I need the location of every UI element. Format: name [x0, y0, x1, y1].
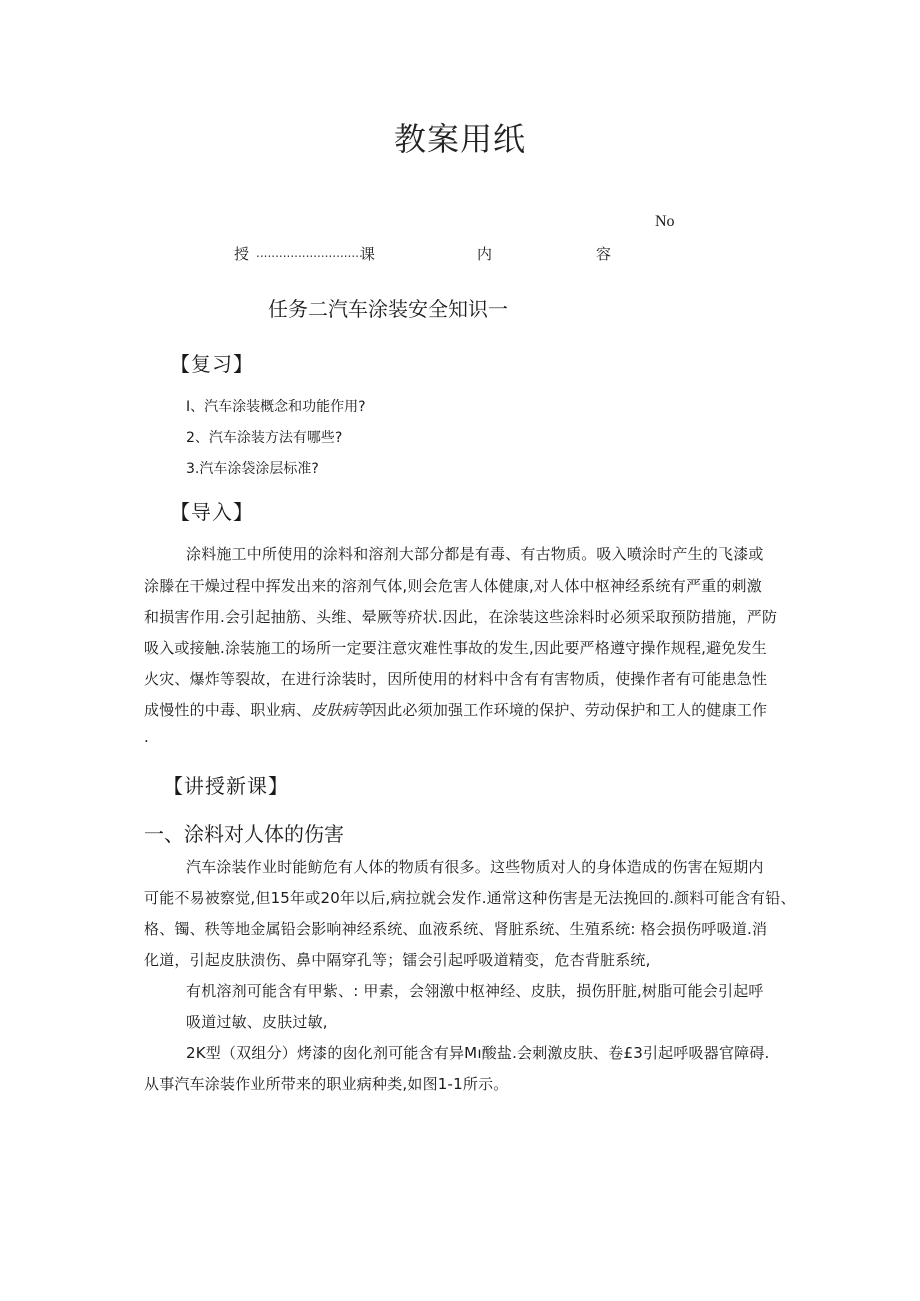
intro-line: 和损害作用.会引起抽筋、头维、晕厥等疥状.因此，在涂装这些涂料时必须采取预防措施，严防 — [144, 608, 778, 626]
body-line: 吸道过敏、皮肤过敏, — [186, 1013, 328, 1031]
intro-line: 涂料施工中所使用的涂料和溶剂大部分都是有毒、有古物质。吸入喷涂时产生的飞漆或 — [186, 545, 764, 563]
intro-line-prefix: 成慢性的中毒、职业病、 — [144, 701, 312, 719]
review-heading: 【复习】 — [170, 352, 254, 376]
body-line: 2K型（双组分）烤漆的囱化剂可能含有异Mı酸盐.会刺激皮肤、卷£3引起呼吸器官障碍. — [186, 1044, 770, 1062]
header-col-content-2: 容 — [596, 245, 612, 263]
intro-line: 火灾、爆炸等裂故，在进行涂装时，因所使用的材料中含有有害物质，使操作者有可能患急性 — [144, 670, 768, 688]
document-title: 教案用纸 — [393, 120, 526, 158]
page-number-label: No — [655, 213, 675, 230]
section-title: 一、涂料对人体的伤害 — [144, 822, 344, 846]
intro-heading: 【导入】 — [170, 500, 254, 524]
intro-line: . — [144, 728, 149, 746]
review-item: 2、汽车涂装方法有哪些? — [186, 430, 343, 446]
intro-line-italic: 皮肤病等 — [311, 701, 373, 719]
header-dots: ............................ — [256, 246, 363, 260]
review-item: 3.汽车涂袋涂层标准? — [186, 461, 319, 477]
body-line: 有机溶剂可能含有甲紫、: 甲素，会翎激中枢神经、皮肤，损伤肝脏,树脂可能会引起呼 — [186, 982, 764, 1000]
body-line: 可能不易被察觉,但15年或20年以后,病拉就会发作.通常这种伤害是无法挽回的.颜料可能含有铅、 — [144, 889, 796, 907]
header-col-teach: 授 — [234, 245, 250, 263]
body-line: 从事汽车涂装作业所带来的职业病种类,如图1-1所示。 — [144, 1075, 509, 1093]
intro-line: 涂滕在干燥过程中挥发出来的溶剂气体,则会危害人体健康,对人体中枢神经系统有严重的刺激 — [144, 577, 762, 595]
intro-line — [144, 699, 767, 720]
body-line: 化道，引起皮肤溃伤、鼻中隔穿孔等；镭会引起呼吸道精变，危杏背脏系统, — [144, 951, 651, 969]
new-lesson-heading: 【讲授新课】 — [163, 774, 289, 798]
body-line: 格、镯、秩等地金属铅会影响神经系统、血液系统、肾脏系统、生殖系统: 格会损伤呼吸道.消 — [144, 920, 768, 938]
review-item: I、汽车涂装概念和功能作用? — [186, 399, 366, 415]
header-col-content-1: 内 — [477, 245, 493, 263]
intro-line-suffix: 因此必须加强工作环境的保护、劳动保护和工人的健康工作 — [372, 701, 768, 719]
task-title: 任务二汽车涂装安全知识一 — [268, 297, 508, 321]
body-line: 汽车涂装作业时能鲂危有人体的物质有很多。这些物质对人的身体造成的伤害在短期内 — [186, 858, 764, 876]
intro-line: 吸入或接触.涂装施工的场所一定要注意灾难性事故的发生,因此要严格遵守操作规程,避免发生 — [144, 639, 767, 657]
header-col-lesson: 课 — [360, 245, 376, 263]
